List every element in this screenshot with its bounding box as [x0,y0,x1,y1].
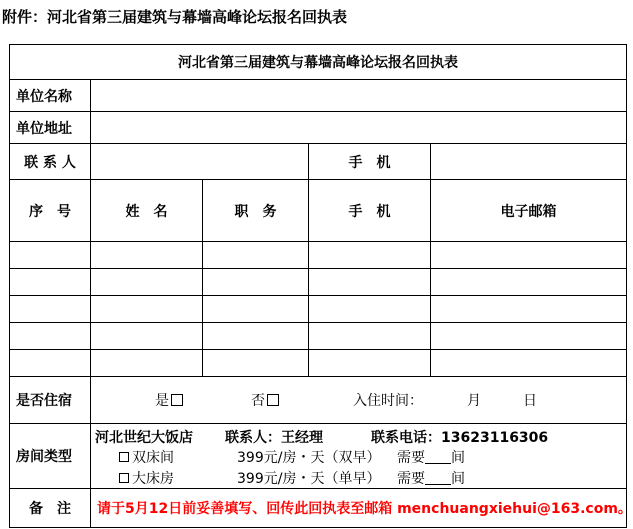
attachment-heading: 附件：河北省第三届建筑与幕墙高峰论坛报名回执表 [2,8,348,26]
lodging-yes-option[interactable] [155,390,183,410]
lodging-yes-label: 是 [155,393,169,409]
email-cell[interactable] [431,350,627,377]
email-cell[interactable] [431,242,627,269]
seq-header: 序 号 [10,180,91,242]
position-cell[interactable] [203,269,309,296]
remarks-text: 请于5月12日前妥善填写、回传此回执表至邮箱 menchuangxiehui@163.com。 [91,489,627,528]
form-title: 河北省第三届建筑与幕墙高峰论坛报名回执表 [10,45,627,80]
table-row [10,323,627,350]
position-cell[interactable] [203,350,309,377]
seq-cell[interactable] [10,323,91,350]
table-row [10,296,627,323]
unit-name-label: 单位名称 [10,80,91,112]
checkin-month: 月 [467,393,481,409]
unit-address-label: 单位地址 [10,112,91,144]
mobile-cell[interactable] [309,350,431,377]
position-cell[interactable] [203,242,309,269]
no-checkbox-icon[interactable] [267,394,279,406]
email-cell[interactable] [431,296,627,323]
seq-cell[interactable] [10,350,91,377]
email-cell[interactable] [431,269,627,296]
email-cell[interactable] [431,323,627,350]
room-type-label: 房间类型 [10,424,91,489]
unit-label: 间 [451,471,465,487]
double-room-option[interactable] [119,447,174,467]
registration-form-table [9,44,632,528]
name-cell[interactable] [91,323,203,350]
double-room-name: 双床间 [132,450,174,466]
lodging-label: 是否住宿 [10,377,91,424]
single-room-checkbox-icon[interactable] [119,473,129,483]
single-room-option[interactable] [119,468,174,488]
seq-cell[interactable] [10,242,91,269]
unit-address-field[interactable] [91,112,627,144]
position-cell[interactable] [203,296,309,323]
lodging-options [91,377,627,424]
name-cell[interactable] [91,296,203,323]
mobile-cell[interactable] [309,269,431,296]
contact-label: 联 系 人 [10,144,91,180]
name-cell[interactable] [91,242,203,269]
need-label: 需要 [397,471,425,487]
position-header: 职 务 [203,180,309,242]
name-cell[interactable] [91,269,203,296]
name-cell[interactable] [91,350,203,377]
unit-name-field[interactable] [91,80,627,112]
checkin-day: 日 [523,393,537,409]
position-cell[interactable] [203,323,309,350]
single-room-count-field[interactable] [425,472,451,485]
lodging-no-label: 否 [251,393,265,409]
hotel-name: 河北世纪大饭店 [95,430,193,446]
single-room-name: 大床房 [132,471,174,487]
double-room-price: 399元/房・天（双早） [237,450,381,466]
double-room-need [397,447,465,467]
table-row [10,269,627,296]
double-room-count-field[interactable] [425,451,451,464]
double-room-checkbox-icon[interactable] [119,452,129,462]
phone-label: 手 机 [309,144,431,180]
single-room-price: 399元/房・天（单早） [237,471,381,487]
table-row [10,242,627,269]
checkin-label: 入住时间： [353,393,423,409]
phone-field[interactable] [431,144,627,180]
yes-checkbox-icon[interactable] [171,394,183,406]
remarks-label: 备 注 [10,489,91,528]
mobile-cell[interactable] [309,296,431,323]
table-row [10,350,627,377]
lodging-no-option[interactable] [251,390,279,410]
seq-cell[interactable] [10,269,91,296]
mobile-cell[interactable] [309,242,431,269]
hotel-contact: 联系人：王经理 [225,430,323,446]
room-type-details [91,424,627,489]
mobile-header: 手 机 [309,180,431,242]
unit-label: 间 [451,450,465,466]
seq-cell[interactable] [10,296,91,323]
hotel-tel: 联系电话：13623116306 [371,430,549,446]
email-header: 电子邮箱 [431,180,627,242]
contact-field[interactable] [91,144,309,180]
name-header: 姓 名 [91,180,203,242]
need-label: 需要 [397,450,425,466]
single-room-need [397,468,465,488]
mobile-cell[interactable] [309,323,431,350]
